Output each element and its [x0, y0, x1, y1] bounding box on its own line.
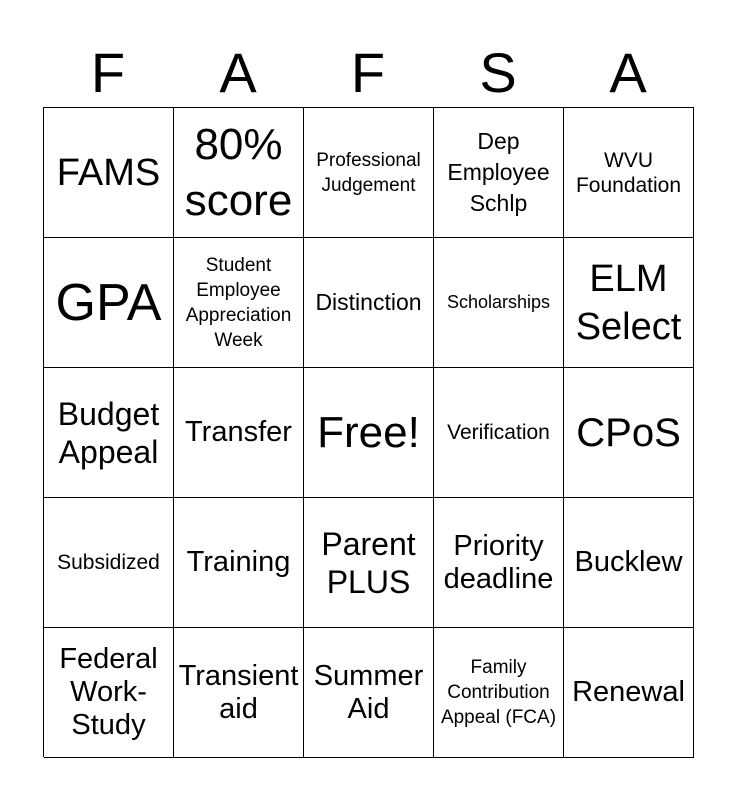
bingo-header	[43, 40, 693, 106]
cell-text: Federal Work-Study	[59, 643, 158, 741]
bingo-cell-r1c0[interactable]	[44, 238, 174, 368]
cell-text: Distinction	[315, 289, 422, 315]
bingo-cell-r4c3[interactable]	[434, 628, 564, 758]
cell-text: Professional Judgement	[316, 149, 421, 196]
cell-text: Verification	[447, 421, 550, 444]
bingo-cell-r4c1[interactable]	[174, 628, 304, 758]
cell-text: 80% score	[184, 119, 293, 225]
bingo-cell-r3c2[interactable]	[304, 498, 434, 628]
bingo-cell-r0c1[interactable]	[174, 108, 304, 238]
bingo-cell-r3c0[interactable]	[44, 498, 174, 628]
bingo-cell-r1c2[interactable]	[304, 238, 434, 368]
cell-text: Student Employee Appreciation Week	[185, 254, 292, 351]
cell-text: Transient aid	[178, 659, 299, 725]
bingo-cell-r2c1[interactable]	[174, 368, 304, 498]
cell-text: Family Contribution Appeal (FCA)	[440, 657, 557, 728]
bingo-cell-r1c1[interactable]	[174, 238, 304, 368]
header-letter-a2: A	[609, 41, 647, 104]
header-letter-f2: F	[350, 41, 386, 104]
bingo-cell-r2c4[interactable]	[564, 368, 694, 498]
bingo-cell-r1c3[interactable]	[434, 238, 564, 368]
cell-text: FAMS	[56, 151, 161, 194]
bingo-cell-r0c4[interactable]	[564, 108, 694, 238]
bingo-cell-r2c0[interactable]	[44, 368, 174, 498]
cell-text: Bucklew	[574, 546, 683, 578]
bingo-cell-r4c4[interactable]	[564, 628, 694, 758]
cell-text: Renewal	[572, 676, 685, 708]
bingo-cell-r3c3[interactable]	[434, 498, 564, 628]
bingo-cell-r3c4[interactable]	[564, 498, 694, 628]
header-letter-s: S	[479, 41, 517, 104]
cell-text: GPA	[55, 273, 162, 332]
cell-text: ELM Select	[575, 257, 682, 348]
cell-text: Subsidized	[57, 551, 160, 574]
cell-text: Summer Aid	[313, 659, 424, 725]
header-letter-a1: A	[219, 41, 257, 104]
cell-text: Free!	[317, 407, 420, 457]
bingo-cell-r0c0[interactable]	[44, 108, 174, 238]
cell-text: Parent PLUS	[321, 525, 416, 600]
bingo-cell-r4c0[interactable]	[44, 628, 174, 758]
cell-text: Budget Appeal	[57, 395, 160, 470]
bingo-cell-r1c4[interactable]	[564, 238, 694, 368]
cell-text: Scholarships	[446, 292, 551, 312]
bingo-board	[43, 107, 694, 757]
cell-text: Priority deadline	[443, 529, 554, 595]
bingo-cell-r3c1[interactable]	[174, 498, 304, 628]
bingo-cell-r4c2[interactable]	[304, 628, 434, 758]
bingo-cell-r2c3[interactable]	[434, 368, 564, 498]
cell-text: WVU Foundation	[575, 148, 682, 197]
cell-text: Dep Employee Schlp	[447, 128, 550, 216]
bingo-cell-r0c2[interactable]	[304, 108, 434, 238]
cell-text: Training	[186, 546, 291, 578]
cell-text: CPoS	[576, 410, 681, 455]
cell-text: Transfer	[185, 416, 292, 448]
bingo-cell-r0c3[interactable]	[434, 108, 564, 238]
bingo-cell-r2c2[interactable]	[304, 368, 434, 498]
header-letter-f1: F	[90, 41, 126, 104]
